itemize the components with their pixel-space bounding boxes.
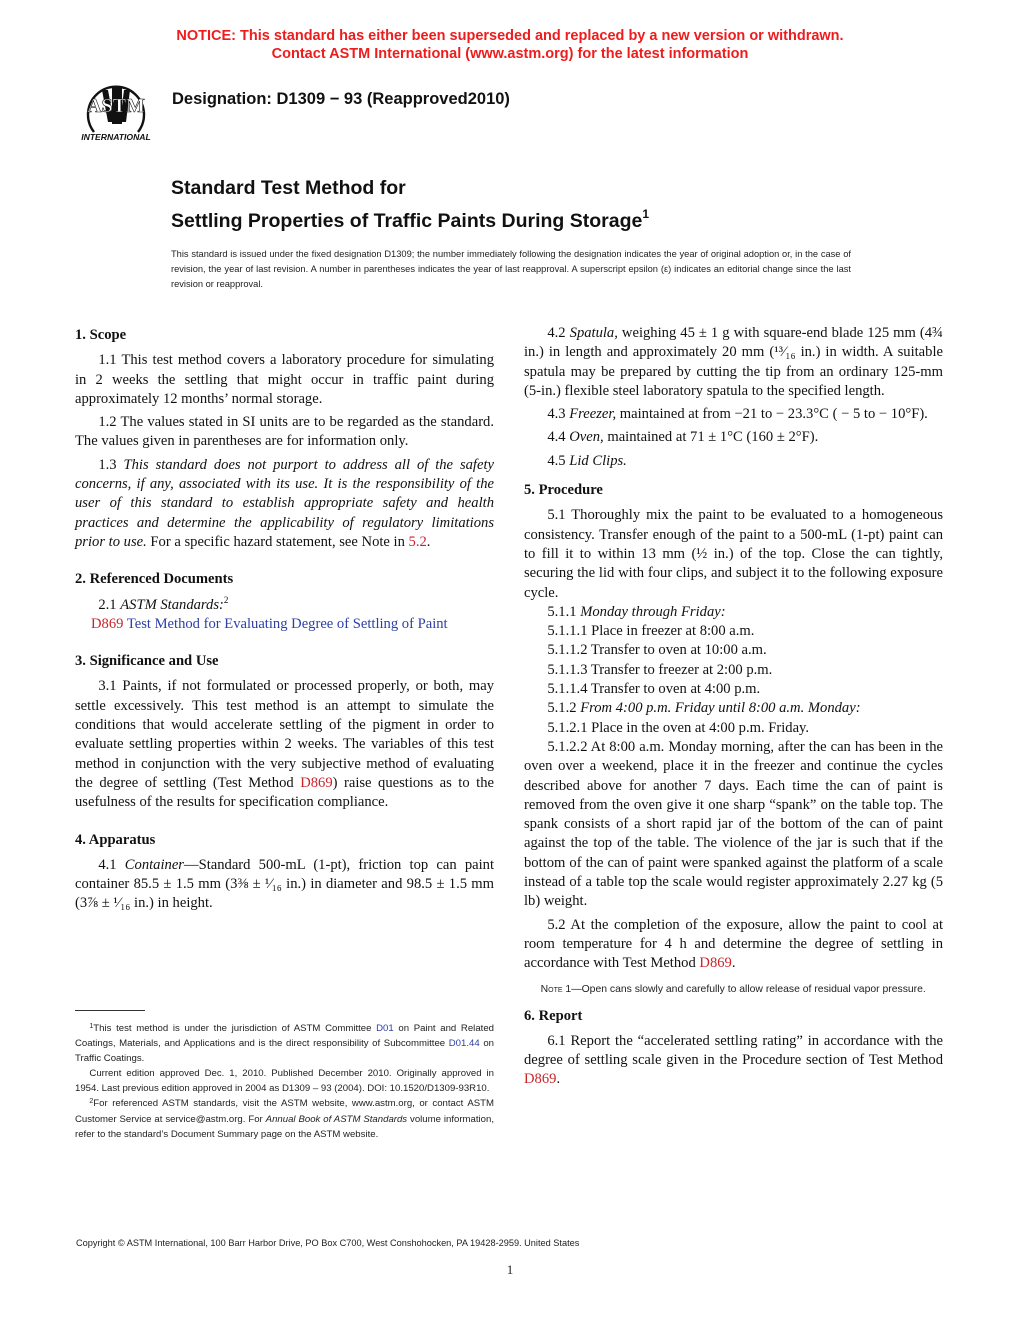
section-report-heading: 6. Report	[524, 1007, 583, 1024]
notice-line-1: NOTICE: This standard has either been superseded and replaced by a new version or withdrawn.	[176, 28, 844, 44]
apparatus-4-5-num: 4.5	[547, 452, 570, 469]
title-line-1: Standard Test Method for	[171, 177, 406, 199]
apparatus-4-4-num: 4.4	[547, 429, 570, 446]
apparatus-4-4-italic: Oven,	[569, 429, 604, 446]
footnote-2-text: For referenced ASTM standards, visit the ASTM website, www.astm.org, or contact ASTM Customer Service at service@astm.org. For	[75, 1098, 494, 1125]
title-line-2	[171, 201, 649, 234]
significance-3-1	[75, 677, 494, 812]
procedure-5-1-1-4: 5.1.1.4 Transfer to oven at 4:00 p.m.	[547, 681, 761, 698]
page-number: 1	[506, 1262, 514, 1277]
d869-link[interactable]: D869	[300, 774, 333, 791]
footnote-1-edition: Current edition approved Dec. 1, 2010. Published December 2010. Originally approved in 1954. Last previous edition approved in 2004 as D1309 – 93 (2004). DOI: 10.1520/D1309-93R10.	[75, 1068, 494, 1095]
report-6-1	[524, 1032, 943, 1090]
apparatus-4-3	[524, 405, 943, 424]
footnote-1	[75, 1021, 494, 1066]
section-procedure-heading: 5. Procedure	[524, 482, 603, 499]
note-1-text: —Open cans slowly and carefully to allow release of residual vapor pressure.	[571, 983, 926, 995]
footnotes	[75, 1021, 494, 1142]
procedure-5-2-end: .	[731, 955, 736, 972]
procedure-5-1-1-3: 5.1.1.3 Transfer to freezer at 2:00 p.m.	[547, 661, 773, 678]
note-5-2-link[interactable]: 5.2	[408, 533, 427, 550]
scope-1-2: 1.2 The values stated in SI units are to be regarded as the standard. The values given in parentheses are for information only.	[75, 414, 494, 450]
apparatus-4-3-num: 4.3	[547, 406, 570, 423]
referenced-footnote-mark: 2	[223, 594, 229, 605]
footnote-1-text: This test method is under the jurisdiction of ASTM Committee	[93, 1023, 377, 1034]
title-footnote-mark: 1	[642, 207, 650, 221]
apparatus-4-4-rest: maintained at 71 ± 1°C (160 ± 2°F).	[603, 429, 819, 446]
scope-1-3-end: .	[426, 533, 431, 550]
apparatus-4-1-rest: —Standard 500-mL (1-pt), friction top can paint container 85.5 ± 1.5 mm (3⅜ ± ¹⁄₁₆ in.) in diameter and 98.5 ± 1.5 mm (3⅞ ± ¹⁄₁₆ in.) in height.	[75, 856, 494, 912]
scope-1-3-num: 1.3	[98, 456, 124, 473]
apparatus-4-2	[524, 324, 943, 401]
subcommittee-link[interactable]: D01.44	[448, 1038, 480, 1050]
footnote-2-text-b: volume information, refer to the standard’s Document Summary page on the ASTM website.	[75, 1113, 494, 1140]
referenced-2-1-italic: ASTM Standards:	[120, 596, 224, 613]
left-column	[75, 322, 494, 914]
procedure-5-1-2	[524, 699, 943, 718]
scope-1-3	[75, 456, 494, 552]
procedure-5-2	[524, 916, 943, 974]
reference-d869[interactable]	[75, 615, 494, 634]
procedure-5-1-2-num: 5.1.2	[547, 700, 581, 717]
title-line-2-text: Settling Properties of Traffic Paints During Storage	[171, 210, 643, 232]
footnote-2	[75, 1096, 494, 1141]
scope-1-1: 1.1 This test method covers a laboratory procedure for simulating in 2 weeks the settling that might occur in traffic paint during approximately 12 months’ normal storage.	[75, 352, 494, 407]
d869-link-procedure[interactable]: D869	[699, 955, 732, 972]
procedure-5-1-2-2: 5.1.2.2 At 8:00 a.m. Monday morning, after the can has been in the oven over a weekend, place it in the freezer and continue the cycles described above for another 7 days. Each time the can of paint is removed from the oven give it one sharp “spank” on the table top. The spank consists of a short rapid jar of the bottom of the can of paint against the top of the table. The violence of the jar is such that if the bottom of the can of paint were spanked against the platform of a scale instead of a table top the scale would register approximately 2.27 kg (5 lb) weight.	[524, 738, 943, 910]
procedure-5-1: 5.1 Thoroughly mix the paint to be evaluated to a homogeneous consistency. Transfer enough of the paint to a 500-mL (1-pt) paint can to fill it to within 13 mm (½ in.) of the top. Close the can tightly, securing the lid with four clips, and subject it to the following exposure cycle.	[524, 507, 943, 601]
page-title	[171, 175, 649, 234]
d869-link-report[interactable]: D869	[524, 1071, 557, 1088]
section-referenced-heading: 2. Referenced Documents	[75, 571, 234, 588]
issued-note: This standard is issued under the fixed designation D1309; the number immediately following the designation indicates the year of original adoption or, in the case of revision, the year of last revision. A number in parentheses indicates the year of last reapproval. A superscript epsilon (ε) indicates an editorial change since the last revision or reapproval.	[171, 249, 851, 289]
apparatus-4-4	[524, 428, 943, 447]
apparatus-4-1-italic: Container	[124, 856, 184, 873]
apparatus-4-3-italic: Freezer,	[569, 406, 617, 423]
apparatus-4-3-rest: maintained at from −21 to − 23.3°C ( − 5 to − 10°F).	[616, 406, 928, 423]
apparatus-4-5	[524, 452, 943, 471]
significance-3-1-text: 3.1 Paints, if not formulated or processed properly, or both, may settle excessively. This test method is an attempt to simulate the conditions that would accelerate settling of the pigment in order to evaluate settling properties within 2 weeks. The variables of this test method in conjunction with the very subjective method of evaluating the degree of settling (Test Method	[75, 678, 494, 791]
logo-text: ASTM	[87, 95, 145, 117]
astm-logo-icon	[68, 74, 164, 146]
note-1-label: Note 1	[540, 983, 572, 995]
procedure-5-1-1-italic: Monday through Friday:	[580, 603, 726, 620]
referenced-2-1	[75, 596, 494, 615]
procedure-5-1-1-2: 5.1.1.2 Transfer to oven at 10:00 a.m.	[547, 642, 767, 659]
footnote-1-mark: 1	[89, 1023, 94, 1030]
footnote-1-text-b: on Paint and Related Coatings, Materials, and Applications and is the direct responsibility of Subcommittee	[75, 1023, 494, 1050]
procedure-5-2-text: 5.2 At the completion of the exposure, allow the paint to cool at room temperature for 4 h and determine the degree of settling in accordance with Test Method	[524, 916, 943, 972]
reference-title-link[interactable]: Test Method for Evaluating Degree of Settling of Paint	[123, 615, 448, 632]
apparatus-4-2-italic: Spatula,	[569, 325, 618, 341]
reference-code-link[interactable]: D869	[91, 615, 124, 632]
designation: Designation: D1309 − 93 (Reapproved2010)	[172, 90, 510, 108]
procedure-5-1-2-1: 5.1.2.1 Place in the oven at 4:00 p.m. Friday.	[547, 719, 810, 736]
apparatus-4-2-rest: weighing 45 ± 1 g with square-end blade 125 mm (4¾ in.) in length and approximately 20 mm (¹³⁄₁₆ in.) in width. A suitable spatula may be prepared by cutting the tip from an ordinary 125-mm (5-in.) flexible steel laboratory spatula to the specified length.	[524, 325, 944, 399]
procedure-5-1-1-1: 5.1.1.1 Place in freezer at 8:00 a.m.	[547, 623, 755, 640]
significance-3-1-end: ) raise questions as to the usefulness of the results for specification compliance.	[75, 774, 494, 811]
right-column	[524, 322, 943, 1090]
apparatus-4-5-italic: Lid Clips.	[569, 452, 627, 469]
apparatus-4-2-num: 4.2	[547, 325, 570, 341]
apparatus-4-1-num: 4.1	[98, 856, 125, 873]
procedure-5-1-1	[524, 603, 943, 622]
report-6-1-end: .	[556, 1071, 561, 1088]
notice-line-2: Contact ASTM International (www.astm.org) for the latest information	[271, 46, 749, 62]
footnote-2-mark: 2	[89, 1098, 94, 1106]
logo-subtext: INTERNATIONAL	[81, 132, 151, 142]
scope-1-3-italic: This standard does not purport to address all of the safety concerns, if any, associated with its use. It is the responsibility of the user of this standard to establish appropriate safety and health practices and determine the applicability of regulatory limitations prior to use.	[75, 456, 494, 550]
note-1	[524, 982, 943, 997]
footnote-divider	[75, 1010, 145, 1011]
procedure-5-1-2-italic: From 4:00 p.m. Friday until 8:00 a.m. Monday:	[580, 700, 861, 717]
scope-1-3-rest: For a specific hazard statement, see Note in	[146, 533, 409, 550]
committee-d01-link[interactable]: D01	[376, 1023, 394, 1034]
section-scope-heading: 1. Scope	[75, 327, 127, 343]
copyright: Copyright © ASTM International, 100 Barr Harbor Drive, PO Box C700, West Conshohocken, PA 19428-2959. United States	[76, 1238, 580, 1248]
notice-banner	[0, 27, 1020, 63]
section-apparatus-heading: 4. Apparatus	[75, 831, 156, 848]
footnote-1-text-c: on Traffic Coatings.	[75, 1038, 494, 1065]
referenced-2-1-num: 2.1	[98, 596, 121, 613]
footnote-2-italic: Annual Book of ASTM Standards	[265, 1113, 408, 1125]
section-significance-heading: 3. Significance and Use	[75, 653, 219, 670]
apparatus-4-1	[75, 856, 494, 914]
report-6-1-text: 6.1 Report the “accelerated settling rating” in accordance with the degree of settling scale given in the Procedure section of Test Method	[524, 1032, 943, 1069]
procedure-5-1-1-num: 5.1.1	[547, 603, 581, 620]
